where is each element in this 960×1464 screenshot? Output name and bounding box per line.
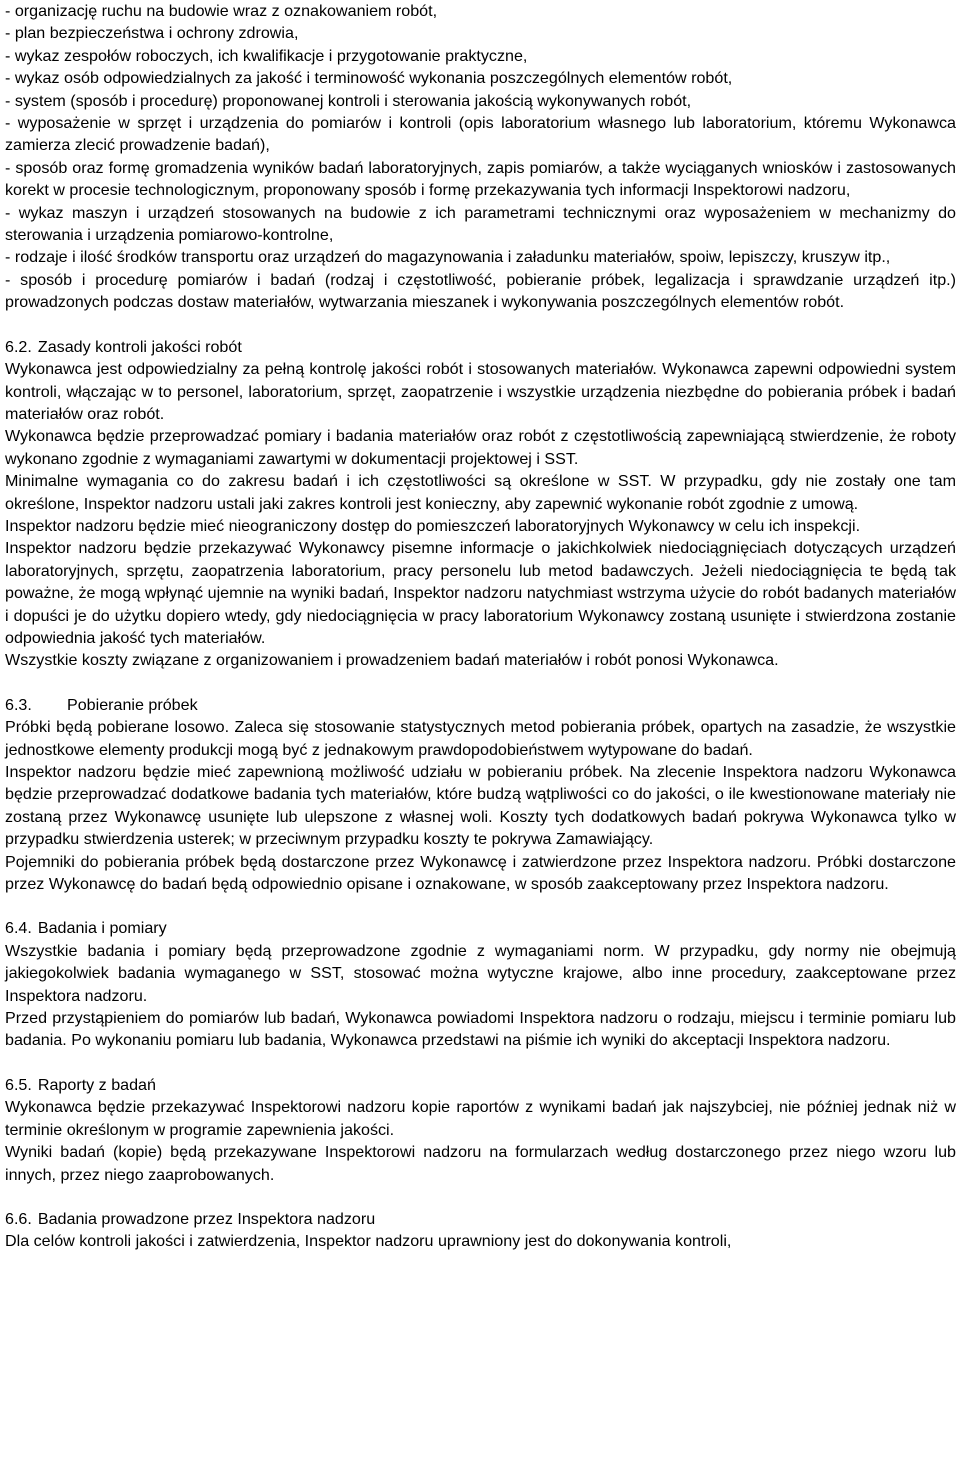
section-6-4 [5,917,956,1051]
list-item: - organizację ruchu na budowie wraz z oznakowaniem robót, [5,2,438,20]
paragraph: Pojemniki do pobierania próbek będą dostarczone przez Wykonawcę i zatwierdzone przez Inspektora nadzoru. Próbki dostarczone przez Wykonawcę do badań będą odpowiednio opisane i oznakowane, w sposób zaakceptowany przez Inspektora nadzoru. [5,852,956,894]
paragraph: Wykonawca jest odpowiedzialny za pełną kontrolę jakości robót i stosowanych materiałów. Wykonawca zapewni odpowiedni system kontroli, włączając w to personel, laboratorium, sprzęt, zaopatrzenie i wszystkie urządzenia niezbędne do pobierania próbek i badań materiałów oraz robót. [5,360,956,423]
section-6-3 [5,694,956,896]
list-item: - wykaz maszyn i urządzeń stosowanych na budowie z ich parametrami technicznymi oraz wyposażeniem w mechanizmy do sterowania i urządzenia pomiarowo-kontrolne, [5,203,956,245]
paragraph: Wszystkie koszty związane z organizowaniem i prowadzeniem badań materiałów i robót ponosi Wykonawca. [5,651,779,670]
section-spacer [5,314,956,336]
paragraph: Inspektor nadzoru będzie przekazywać Wykonawcy pisemne informacje o jakichkolwiek niedociągnięciach dotyczących urządzeń laboratoryjnych, sprzętu, zaopatrzenia laboratorium, pracy personelu lub metod badawczych. Jeżeli niedociągnięcia te będą tak poważne, że mogą wpłynąć ujemnie na wyniki badań, Inspektor nadzoru natychmiast wstrzyma użycie do robót badanych materiałów i dopuści je do użytku dopiero wtedy, gdy niedociągnięcia w pracy laboratorium Wykonawcy zostaną usunięte i stwierdzona zostanie odpowiednia jakość tych materiałów. [5,539,956,647]
section-title: Badania i pomiary [37,919,167,938]
list-item: - sposób oraz formę gromadzenia wyników badań laboratoryjnych, zapis pomiarów, a także wyciąganych wniosków i zastosowanych korekt w procesie technologicznym, proponowany sposób i formę przekazywania tych informacji Inspektorowi nadzoru, [5,158,956,200]
list-item: - rodzaje i ilość środków transportu oraz urządzeń do magazynowania i załadunku materiałów, spoiw, lepiszczy, kruszyw itp., [5,248,891,267]
section-spacer [5,1186,956,1208]
section-title: Badania prowadzone przez Inspektora nadzoru [37,1209,376,1228]
requirements-list [5,0,956,314]
paragraph: Wykonawca będzie przeprowadzać pomiary i badania materiałów oraz robót z częstotliwością zapewniającą stwierdzenie, że roboty wykonano zgodnie z wymaganiami zawartymi w dokumentacji projektowej i SST. [5,427,956,468]
list-item: - wykaz osób odpowiedzialnych za jakość i terminowość wykonania poszczególnych elementów robót, [5,69,733,88]
section-6-6 [5,1208,956,1253]
section-spacer [5,895,956,917]
section-spacer [5,672,956,694]
section-6-5 [5,1074,956,1186]
paragraph: Wyniki badań (kopie) będą przekazywane Inspektorowi nadzoru na formularzach według dostarczonego przez niego wzoru lub innych, przez niego zaaprobowanych. [5,1143,956,1184]
section-heading [5,1208,956,1230]
section-heading [5,694,956,716]
section-spacer [5,1052,956,1074]
paragraph: Wszystkie badania i pomiary będą przeprowadzone zgodnie z wymaganiami norm. W przypadku, gdy normy nie obejmują jakiegokolwiek badania wymaganego w SST, stosować można wytyczne krajowe, albo inne procedury, zaakceptowane przez Inspektora nadzoru. [5,941,956,1005]
paragraph: Wykonawca będzie przekazywać Inspektorowi nadzoru kopie raportów z wynikami badań jak najszybciej, nie później jednak niż w terminie określonym w programie zapewnienia jakości. [5,1098,956,1139]
section-number: 6.2. [5,337,32,356]
section-6-2 [5,336,956,672]
list-item: - sposób i procedurę pomiarów i badań (rodzaj i częstotliwość, pobieranie próbek, legalizacja i sprawdzanie urządzeń itp.) prowadzonych podczas dostaw materiałów, wytwarzania mieszanek i wykonywania poszczególnych elementów robót. [5,270,956,312]
section-title: Raporty z badań [37,1075,156,1094]
section-heading [5,1074,956,1096]
section-number: 6.6. [5,1209,32,1228]
paragraph: Minimalne wymagania co do zakresu badań i ich częstotliwości są określone w SST. W przypadku, gdy nie zostały one tam określone, Inspektor nadzoru ustali jaki zakres kontroli jest konieczny, aby zapewnić wykonanie robót zgodnie z umową. [5,472,956,513]
paragraph: Przed przystąpieniem do pomiarów lub badań, Wykonawca powiadomi Inspektora nadzoru o rodzaju, miejscu i terminie pomiaru lub badania. Po wykonaniu pomiaru lub badania, Wykonawca przedstawi na piśmie ich wyniki do akceptacji Inspektora nadzoru. [5,1009,956,1050]
paragraph: Dla celów kontroli jakości i zatwierdzenia, Inspektor nadzoru uprawniony jest do dokonywania kontroli, [5,1232,732,1251]
section-heading [5,336,956,358]
list-item: - wyposażenie w sprzęt i urządzenia do pomiarów i kontroli (opis laboratorium własnego lub laboratorium, któremu Wykonawca zamierza zlecić prowadzenie badań), [5,114,956,155]
list-item: - wykaz zespołów roboczych, ich kwalifikacje i przygotowanie praktyczne, [5,46,528,65]
section-number: 6.4. [5,919,32,938]
section-title: Zasady kontroli jakości robót [37,337,242,356]
section-number: 6.5. [5,1075,32,1094]
section-heading [5,917,956,939]
list-item: - plan bezpieczeństwa i ochrony zdrowia, [5,24,299,43]
paragraph: Próbki będą pobierane losowo. Zaleca się stosowanie statystycznych metod pobierania próbek, opartych na zasadzie, że wszystkie jednostkowe elementy produkcji mogą być z jednakowym prawdopodobieństwem wytypowane do badań. [5,718,956,759]
list-item: - system (sposób i procedurę) proponowanej kontroli i sterowania jakością wykonywanych robót, [5,91,692,110]
paragraph: Inspektor nadzoru będzie mieć nieograniczony dostęp do pomieszczeń laboratoryjnych Wykonawcy w celu ich inspekcji. [5,516,861,535]
paragraph: Inspektor nadzoru będzie mieć zapewnioną możliwość udziału w pobieraniu próbek. Na zlecenie Inspektora nadzoru Wykonawca będzie przeprowadzać dodatkowe badania tych materiałów, które budzą wątpliwości co do jakości, o ile kwestionowane materiały nie zostaną przez Wykonawcę usunięte lub ulepszone z własnej woli. Koszty tych dodatkowych badań pokrywa Wykonawca tylko w przypadku stwierdzenia usterek; w przeciwnym przypadku koszty te pokrywa Zamawiający. [5,763,956,849]
section-title: Pobieranie próbek [67,695,198,714]
section-number: 6.3. [5,695,32,714]
